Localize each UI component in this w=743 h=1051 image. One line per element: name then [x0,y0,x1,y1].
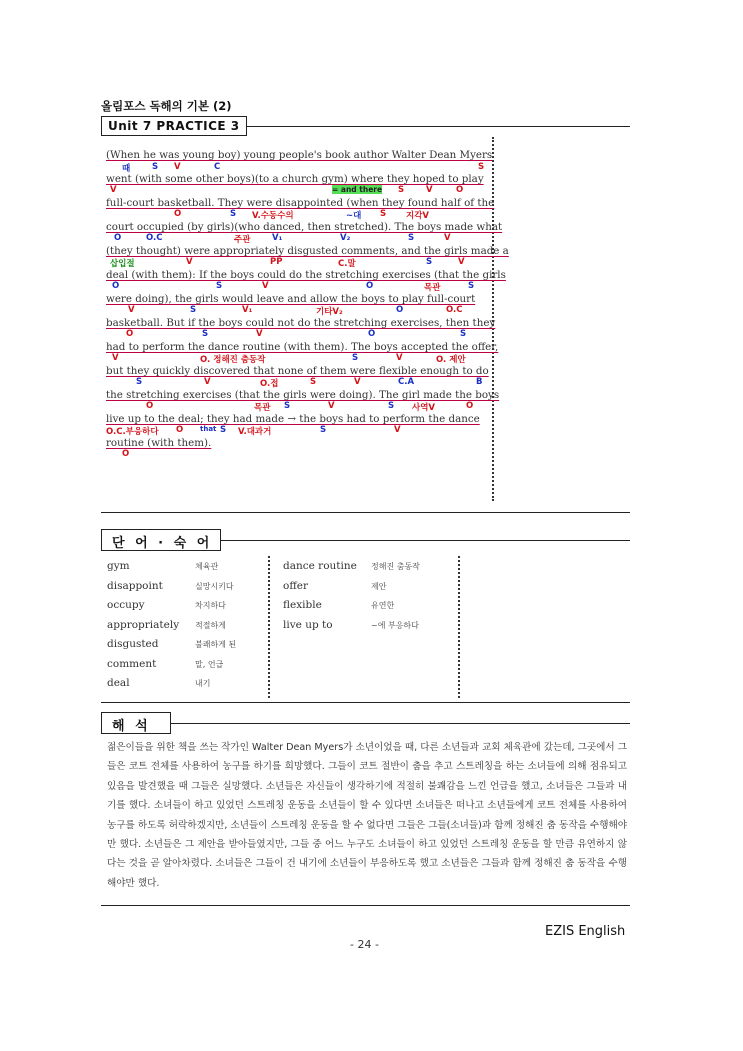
grammar-annotations [106,162,487,173]
annotation: V [256,329,263,339]
vocab-word: live up to [283,619,333,631]
vocab-word: occupy [107,599,145,611]
annotation: O. 제안 [436,355,466,365]
translation-text: 젊은이들을 위한 책을 쓰는 작가인 Walter Dean Myers가 소년이었을 때, 다른 소년들과 교회 체육관에 갔는데, 그곳에서 그들은 코트 전체를 사용하여 농구를 하기를 희망했다. 그들이 코트 절반이 춤을 추고 스트레칭을 하는 소녀들에 의해 점유되고 있음을 발견했을 때 그들은 실망했다. 소년들은 자신들이 생각하기에 적절히 불쾌감을 느낀 언급을 했고, 소녀들은 그들과 내기를 했다. 소녀들이 하고 있었던 스트레칭 운동을 소년들이 할 수 있다면 소녀들은 떠나고 소년들에게 코트 전체를 사용하여 농구를 하도록 허락하겠지만, 소년들이 스트레칭 운동을 할 수 없다면 그들은 그들(소녀들)과 함께 정해진 춤 동작을 수행해야만 했다. 소년들은 그 제안을 받아들였지만, 그들 중 어느 누구도 소녀들이 하고 있었던 스트레칭 운동을 할 만큼 유연하지 않다는 것을 곧 알아차렸다. 소녀들은 그들이 건 내기에 소년들이 부응하도록 했고 소년들은 그들과 함께 정해진 춤 동작을 수행해야만 했다. [107,742,627,889]
grammar-annotations [106,233,487,244]
annotation: 목관 [424,283,441,293]
vocab-meaning: 유연한 [371,601,395,610]
grammar-annotations [106,377,487,388]
section-rule [221,540,630,541]
grammar-annotations [106,209,487,220]
annotation: V [328,401,335,411]
annotation: V [458,257,465,267]
annotation: O [112,281,120,291]
annotation: V [444,233,451,243]
vocab-divider [268,556,270,698]
annotation: V [204,377,211,387]
annotation: V₁ [242,305,253,315]
annotation: O [126,329,134,339]
annotation: B [476,377,483,387]
annotation: V [262,281,269,291]
unit-label: Unit 7 PRACTICE 3 [101,116,247,136]
annotation: O [174,209,182,219]
section-rule [101,702,630,703]
grammar-annotations [106,449,487,460]
passage-line: live up to the deal; they had made → the boys had to perform the dance [106,413,480,425]
annotation: O [366,281,374,291]
annotation: S [310,377,317,387]
annotation: S [220,425,227,435]
annotation: 사역V [412,403,436,413]
page-number: - 24 - [350,938,379,951]
vocab-meaning: 제안 [371,582,387,591]
vocab-meaning: ~에 부응하다 [371,621,419,630]
header-rule [247,126,630,127]
vocab-word: flexible [283,599,322,611]
vocab-list-left [107,560,267,700]
annotation: O [466,401,474,411]
vocab-word: appropriately [107,619,180,631]
annotation: V [394,425,401,435]
passage-line: (When he was young boy) young people's book author Walter Dean Myers [106,149,493,161]
passage-line: went (with some other boys)(to a church gym) where they hoped to play [106,173,484,185]
vocab-word: comment [107,658,157,670]
annotation: S [190,305,197,315]
vocab-meaning: 말, 언급 [195,660,224,669]
annotation: C.A [398,377,415,387]
annotation: S [426,257,433,267]
annotation: S [320,425,327,435]
annotation: O.C [146,233,163,243]
annotation: O [368,329,376,339]
passage-line: had to perform the dance routine (with them). The boys accepted the offer, [106,341,499,353]
annotation: V [186,257,193,267]
annotation: O [122,449,130,459]
annotation: C [214,162,221,172]
annotation: V [112,353,119,363]
vocab-meaning: 실망시키다 [195,582,234,591]
vocab-title: 단 어 · 숙 어 [101,529,221,551]
annotation: 삽입절 [110,259,135,269]
annotation: V₂ [340,233,351,243]
annotation: V [396,353,403,363]
annotation: O.C.부응하다 [106,427,159,437]
annotation: O [396,305,404,315]
annotation: 기타V₂ [316,307,343,317]
annotation: that [200,425,217,433]
grammar-annotations [106,257,487,268]
passage-line: the stretching exercises (that the girls were doing). The girl made the boys [106,389,500,401]
grammar-annotations [106,305,487,316]
annotation: O [176,425,184,435]
annotation: V.수동수의 [252,211,294,221]
annotation: S [460,329,467,339]
vocab-meaning: 정해진 춤동작 [371,562,420,571]
annotation: S [284,401,291,411]
grammar-annotations [106,353,487,364]
grammar-annotations [106,401,487,412]
annotation: V [354,377,361,387]
annotation: O [146,401,154,411]
book-title: 올림포스 독해의 기본 (2) [101,99,232,113]
vocab-meaning: 적절하게 [195,621,226,630]
vocab-word: disappoint [107,580,163,592]
annotation: S [468,281,475,291]
annotation: = and there [332,185,383,194]
annotation: V.대과거 [238,427,272,437]
grammar-annotations [106,329,487,340]
annotation: S [230,209,237,219]
annotation: S [352,353,359,363]
annotation: 주관 [234,235,251,245]
annotation: V [128,305,135,315]
passage-line: deal (with them): If the boys could do the stretching exercises (that the girls [106,269,506,281]
annotation: O.C [446,305,463,315]
vocab-meaning: 차지하다 [195,601,226,610]
annotation: S [152,162,159,172]
annotation: S [216,281,223,291]
passage-line: full-court basketball. They were disappointed (when they found half of the [106,197,495,209]
annotation: O [456,185,464,195]
vocab-meaning: 불쾌하게 된 [195,640,237,649]
annotation: S [380,209,387,219]
annotation: S [478,162,485,172]
grammar-annotations [106,281,487,292]
passage-line: were doing), the girls would leave and allow the boys to play full-court [106,293,476,305]
grammar-annotations [106,425,487,436]
passage-line: routine (with them). [106,437,212,449]
annotation: ~대 [346,211,362,221]
vocab-word: gym [107,560,130,572]
annotation: 목관 [254,403,271,413]
vocab-list-right [283,560,453,640]
vocab-divider [458,556,460,698]
annotation: V [110,185,117,195]
footer-rule [101,905,630,906]
annotation: S [388,401,395,411]
vocab-word: disgusted [107,638,159,650]
passage-line: but they quickly discovered that none of them were flexible enough to do [106,365,489,377]
passage-line: basketball. But if the boys could not do the stretching exercises, then they [106,317,496,329]
annotation: O.접 [260,379,279,389]
annotation: V [174,162,181,172]
annotation: S [202,329,209,339]
section-rule [171,723,630,724]
annotation: C.말 [338,259,356,269]
annotation: 때 [122,164,131,174]
annotation: 지각V [406,211,430,221]
vocab-meaning: 체육관 [195,562,219,571]
annotation: S [408,233,415,243]
vocab-word: deal [107,677,130,689]
grammar-annotations [106,185,487,196]
passage-line: (they thought) were appropriately disgusted comments, and the girls made a [106,245,509,257]
vocab-meaning: 내기 [195,679,211,688]
vocab-word: offer [283,580,309,592]
footer-brand: EZIS English [545,924,626,939]
translation-title: 해 석 [101,712,171,734]
annotation: V₁ [272,233,283,243]
annotation: O. 정해진 춤동작 [200,355,266,365]
annotation: S [398,185,405,195]
section-rule [101,512,630,513]
annotation: PP [270,257,283,267]
annotation: S [136,377,143,387]
annotation: V [426,185,433,195]
passage-line: court occupied (by girls)(who danced, then stretched). The boys made what [106,221,503,233]
vocab-word: dance routine [283,560,357,572]
annotation: O [114,233,122,243]
